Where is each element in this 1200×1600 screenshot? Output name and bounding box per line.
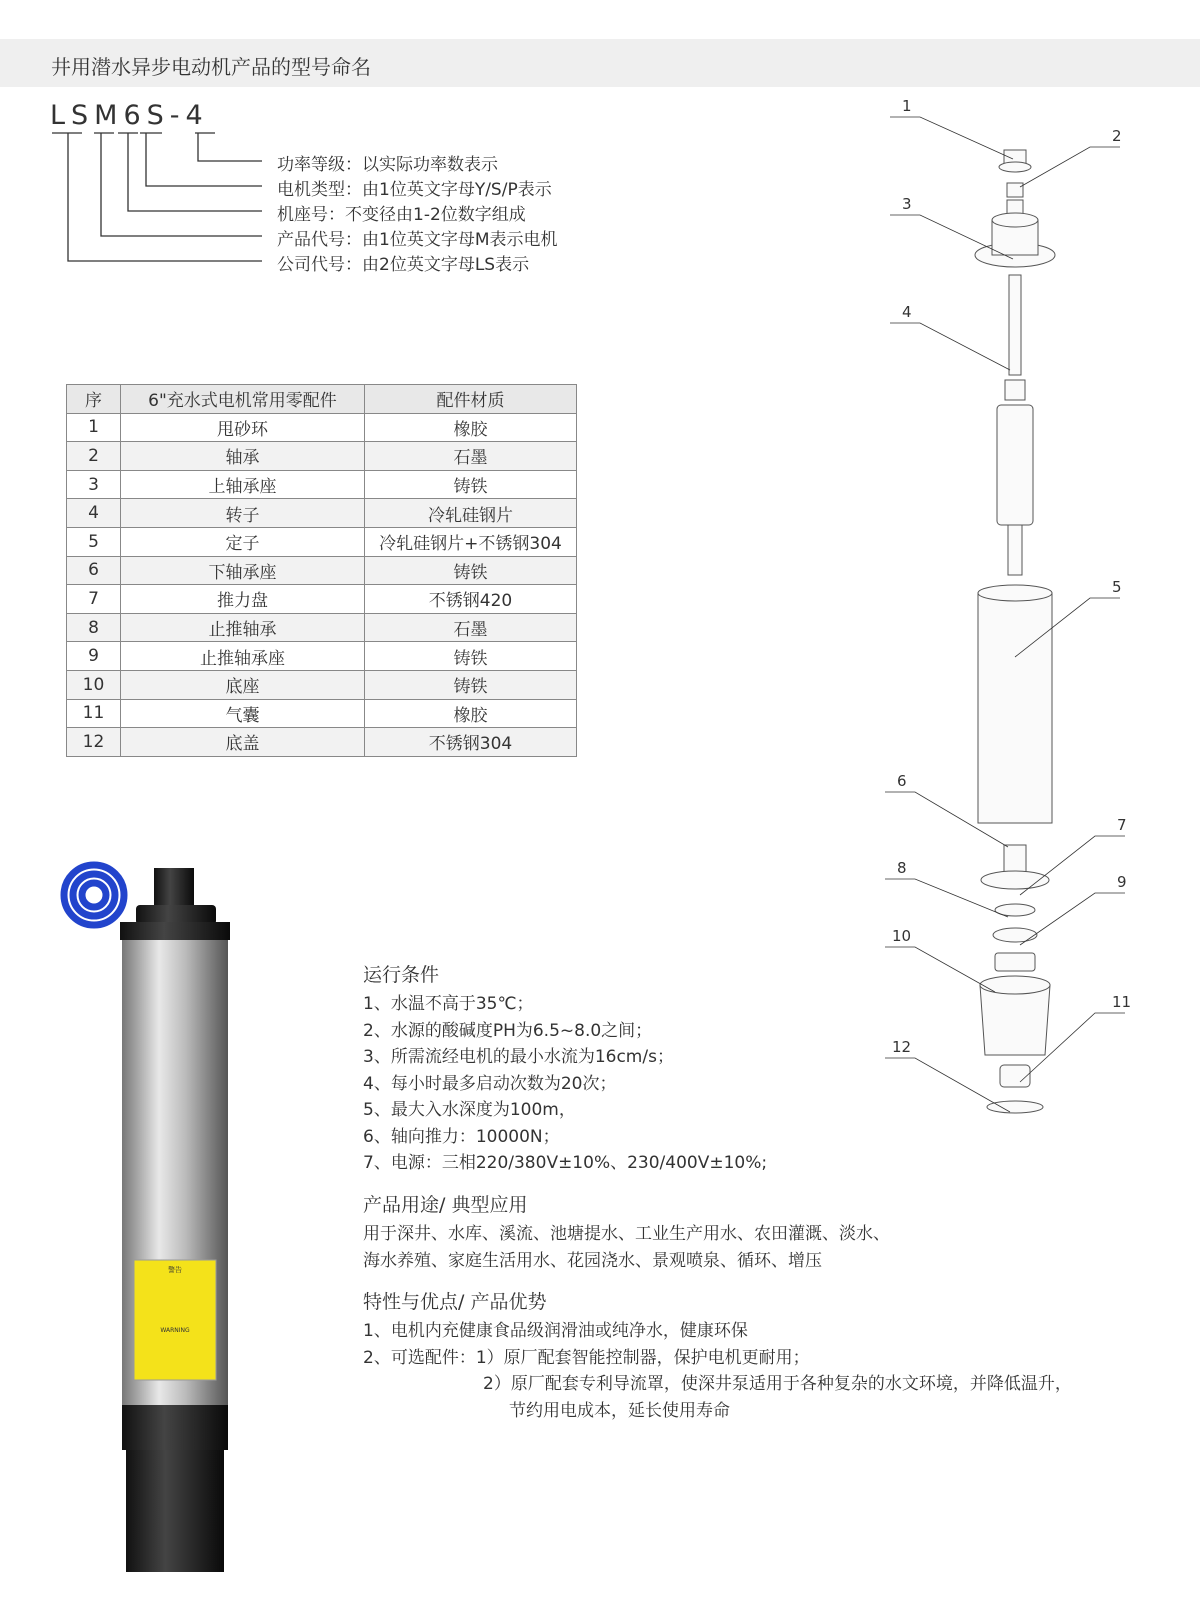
table-cell: 上轴承座 bbox=[121, 470, 365, 499]
table-row bbox=[67, 728, 577, 757]
table-row bbox=[67, 699, 577, 728]
callout-number: 7 bbox=[1117, 816, 1127, 834]
header-cell: 6"充水式电机常用零配件 bbox=[121, 385, 365, 414]
feature-line: 2、可选配件：1）原厂配套智能控制器，保护电机更耐用； bbox=[363, 1347, 810, 1368]
callout-number: 8 bbox=[897, 859, 907, 877]
table-cell: 9 bbox=[67, 642, 121, 671]
table-cell: 底座 bbox=[121, 670, 365, 699]
table-cell: 止推轴承座 bbox=[121, 642, 365, 671]
usage-line: 用于深井、水库、溪流、池塘提水、工业生产用水、农田灌溉、淡水、 bbox=[363, 1224, 890, 1244]
usage-line: 海水养殖、家庭生活用水、花园浇水、景观喷泉、循环、增压 bbox=[363, 1250, 822, 1271]
naming-line: 产品代号：由1位英文字母M表示电机 bbox=[277, 230, 558, 250]
table-cell: 橡胶 bbox=[365, 699, 577, 728]
table-row bbox=[67, 527, 577, 556]
condition-item: 6、轴向推力：10000N； bbox=[363, 1126, 560, 1147]
table-cell: 10 bbox=[67, 670, 121, 699]
table-cell: 2 bbox=[67, 442, 121, 471]
page-title: 井用潜水异步电动机产品的型号命名 bbox=[51, 55, 371, 79]
table-row bbox=[67, 556, 577, 585]
table-cell: 6 bbox=[67, 556, 121, 585]
callout-number: 1 bbox=[902, 97, 912, 115]
header-cell: 配件材质 bbox=[365, 385, 577, 414]
table-cell: 下轴承座 bbox=[121, 556, 365, 585]
table-cell: 不锈钢304 bbox=[365, 728, 577, 757]
motor-illustration bbox=[46, 860, 236, 1580]
callout-number: 3 bbox=[902, 195, 912, 213]
table-cell: 底盖 bbox=[121, 728, 365, 757]
table-cell: 石墨 bbox=[365, 442, 577, 471]
table-cell: 11 bbox=[67, 699, 121, 728]
table-cell: 甩砂环 bbox=[121, 413, 365, 442]
table-cell: 铸铁 bbox=[365, 642, 577, 671]
table-cell: 12 bbox=[67, 728, 121, 757]
parts-table bbox=[66, 384, 577, 757]
table-cell: 止推轴承 bbox=[121, 613, 365, 642]
table-row bbox=[67, 613, 577, 642]
condition-item: 1、水温不高于35℃； bbox=[363, 994, 534, 1014]
naming-line: 机座号：不变径由1-2位数字组成 bbox=[277, 205, 526, 225]
feature-line: 节约用电成本，延长使用寿命 bbox=[509, 1400, 730, 1421]
warning-label-text-en: WARNING bbox=[160, 1327, 190, 1334]
table-cell: 转子 bbox=[121, 499, 365, 528]
callout-number: 9 bbox=[1117, 873, 1127, 891]
table-cell: 轴承 bbox=[121, 442, 365, 471]
model-code: LSM6S-4 bbox=[50, 100, 209, 131]
exploded-diagram bbox=[880, 95, 1180, 1155]
callout-number: 5 bbox=[1112, 578, 1122, 596]
table-cell: 4 bbox=[67, 499, 121, 528]
naming-brackets bbox=[0, 0, 280, 280]
table-cell: 定子 bbox=[121, 527, 365, 556]
usage-section bbox=[363, 1190, 890, 1274]
table-cell: 5 bbox=[67, 527, 121, 556]
condition-item: 3、所需流经电机的最小水流为16cm/s； bbox=[363, 1047, 674, 1067]
condition-item: 2、水源的酸碱度PH为6.5~8.0之间； bbox=[363, 1020, 653, 1041]
condition-item: 7、电源：三相220/380V±10%、230/400V±10%; bbox=[363, 1153, 768, 1173]
section-title: 产品用途/ 典型应用 bbox=[363, 1194, 528, 1216]
callout-number: 4 bbox=[902, 303, 912, 321]
table-cell: 铸铁 bbox=[365, 670, 577, 699]
naming-line: 公司代号：由2位英文字母LS表示 bbox=[277, 255, 530, 275]
feature-line: 1、电机内充健康食品级润滑油或纯净水，健康环保 bbox=[363, 1321, 748, 1341]
condition-item: 5、最大入水深度为100m， bbox=[363, 1100, 576, 1120]
table-cell: 7 bbox=[67, 585, 121, 614]
table-cell: 8 bbox=[67, 613, 121, 642]
table-cell: 推力盘 bbox=[121, 585, 365, 614]
callout-number: 12 bbox=[892, 1038, 912, 1056]
section-title: 特性与优点/ 产品优势 bbox=[363, 1291, 547, 1313]
motor-photo bbox=[46, 860, 236, 1580]
operating-conditions bbox=[363, 960, 767, 1177]
table-row bbox=[67, 585, 577, 614]
table-cell: 气囊 bbox=[121, 699, 365, 728]
features-section bbox=[363, 1287, 1072, 1424]
table-cell: 铸铁 bbox=[365, 556, 577, 585]
table-cell: 不锈钢420 bbox=[365, 585, 577, 614]
table-cell: 石墨 bbox=[365, 613, 577, 642]
table-row bbox=[67, 670, 577, 699]
table-cell: 3 bbox=[67, 470, 121, 499]
table-row bbox=[67, 413, 577, 442]
callout-number: 2 bbox=[1112, 127, 1122, 145]
naming-line: 功率等级：以实际功率数表示 bbox=[277, 155, 498, 175]
feature-line: 2）原厂配套专利导流罩，使深井泵适用于各种复杂的水文环境，并降低温升， bbox=[483, 1374, 1072, 1394]
table-row bbox=[67, 442, 577, 471]
table-row bbox=[67, 470, 577, 499]
callout-number: 10 bbox=[892, 927, 912, 945]
table-row bbox=[67, 642, 577, 671]
callout-number: 6 bbox=[897, 772, 907, 790]
table-cell: 铸铁 bbox=[365, 470, 577, 499]
warning-label-text: 警告 bbox=[168, 1266, 182, 1274]
table-cell: 橡胶 bbox=[365, 413, 577, 442]
table-cell: 1 bbox=[67, 413, 121, 442]
condition-item: 4、每小时最多启动次数为20次； bbox=[363, 1073, 617, 1094]
table-cell: 冷轧硅钢片+不锈钢304 bbox=[365, 527, 577, 556]
naming-line: 电机类型：由1位英文字母Y/S/P表示 bbox=[277, 180, 552, 200]
table-row bbox=[67, 499, 577, 528]
section-title: 运行条件 bbox=[363, 964, 440, 986]
callout-number: 11 bbox=[1112, 993, 1132, 1011]
header-cell: 序 bbox=[67, 385, 121, 414]
table-cell: 冷轧硅钢片 bbox=[365, 499, 577, 528]
